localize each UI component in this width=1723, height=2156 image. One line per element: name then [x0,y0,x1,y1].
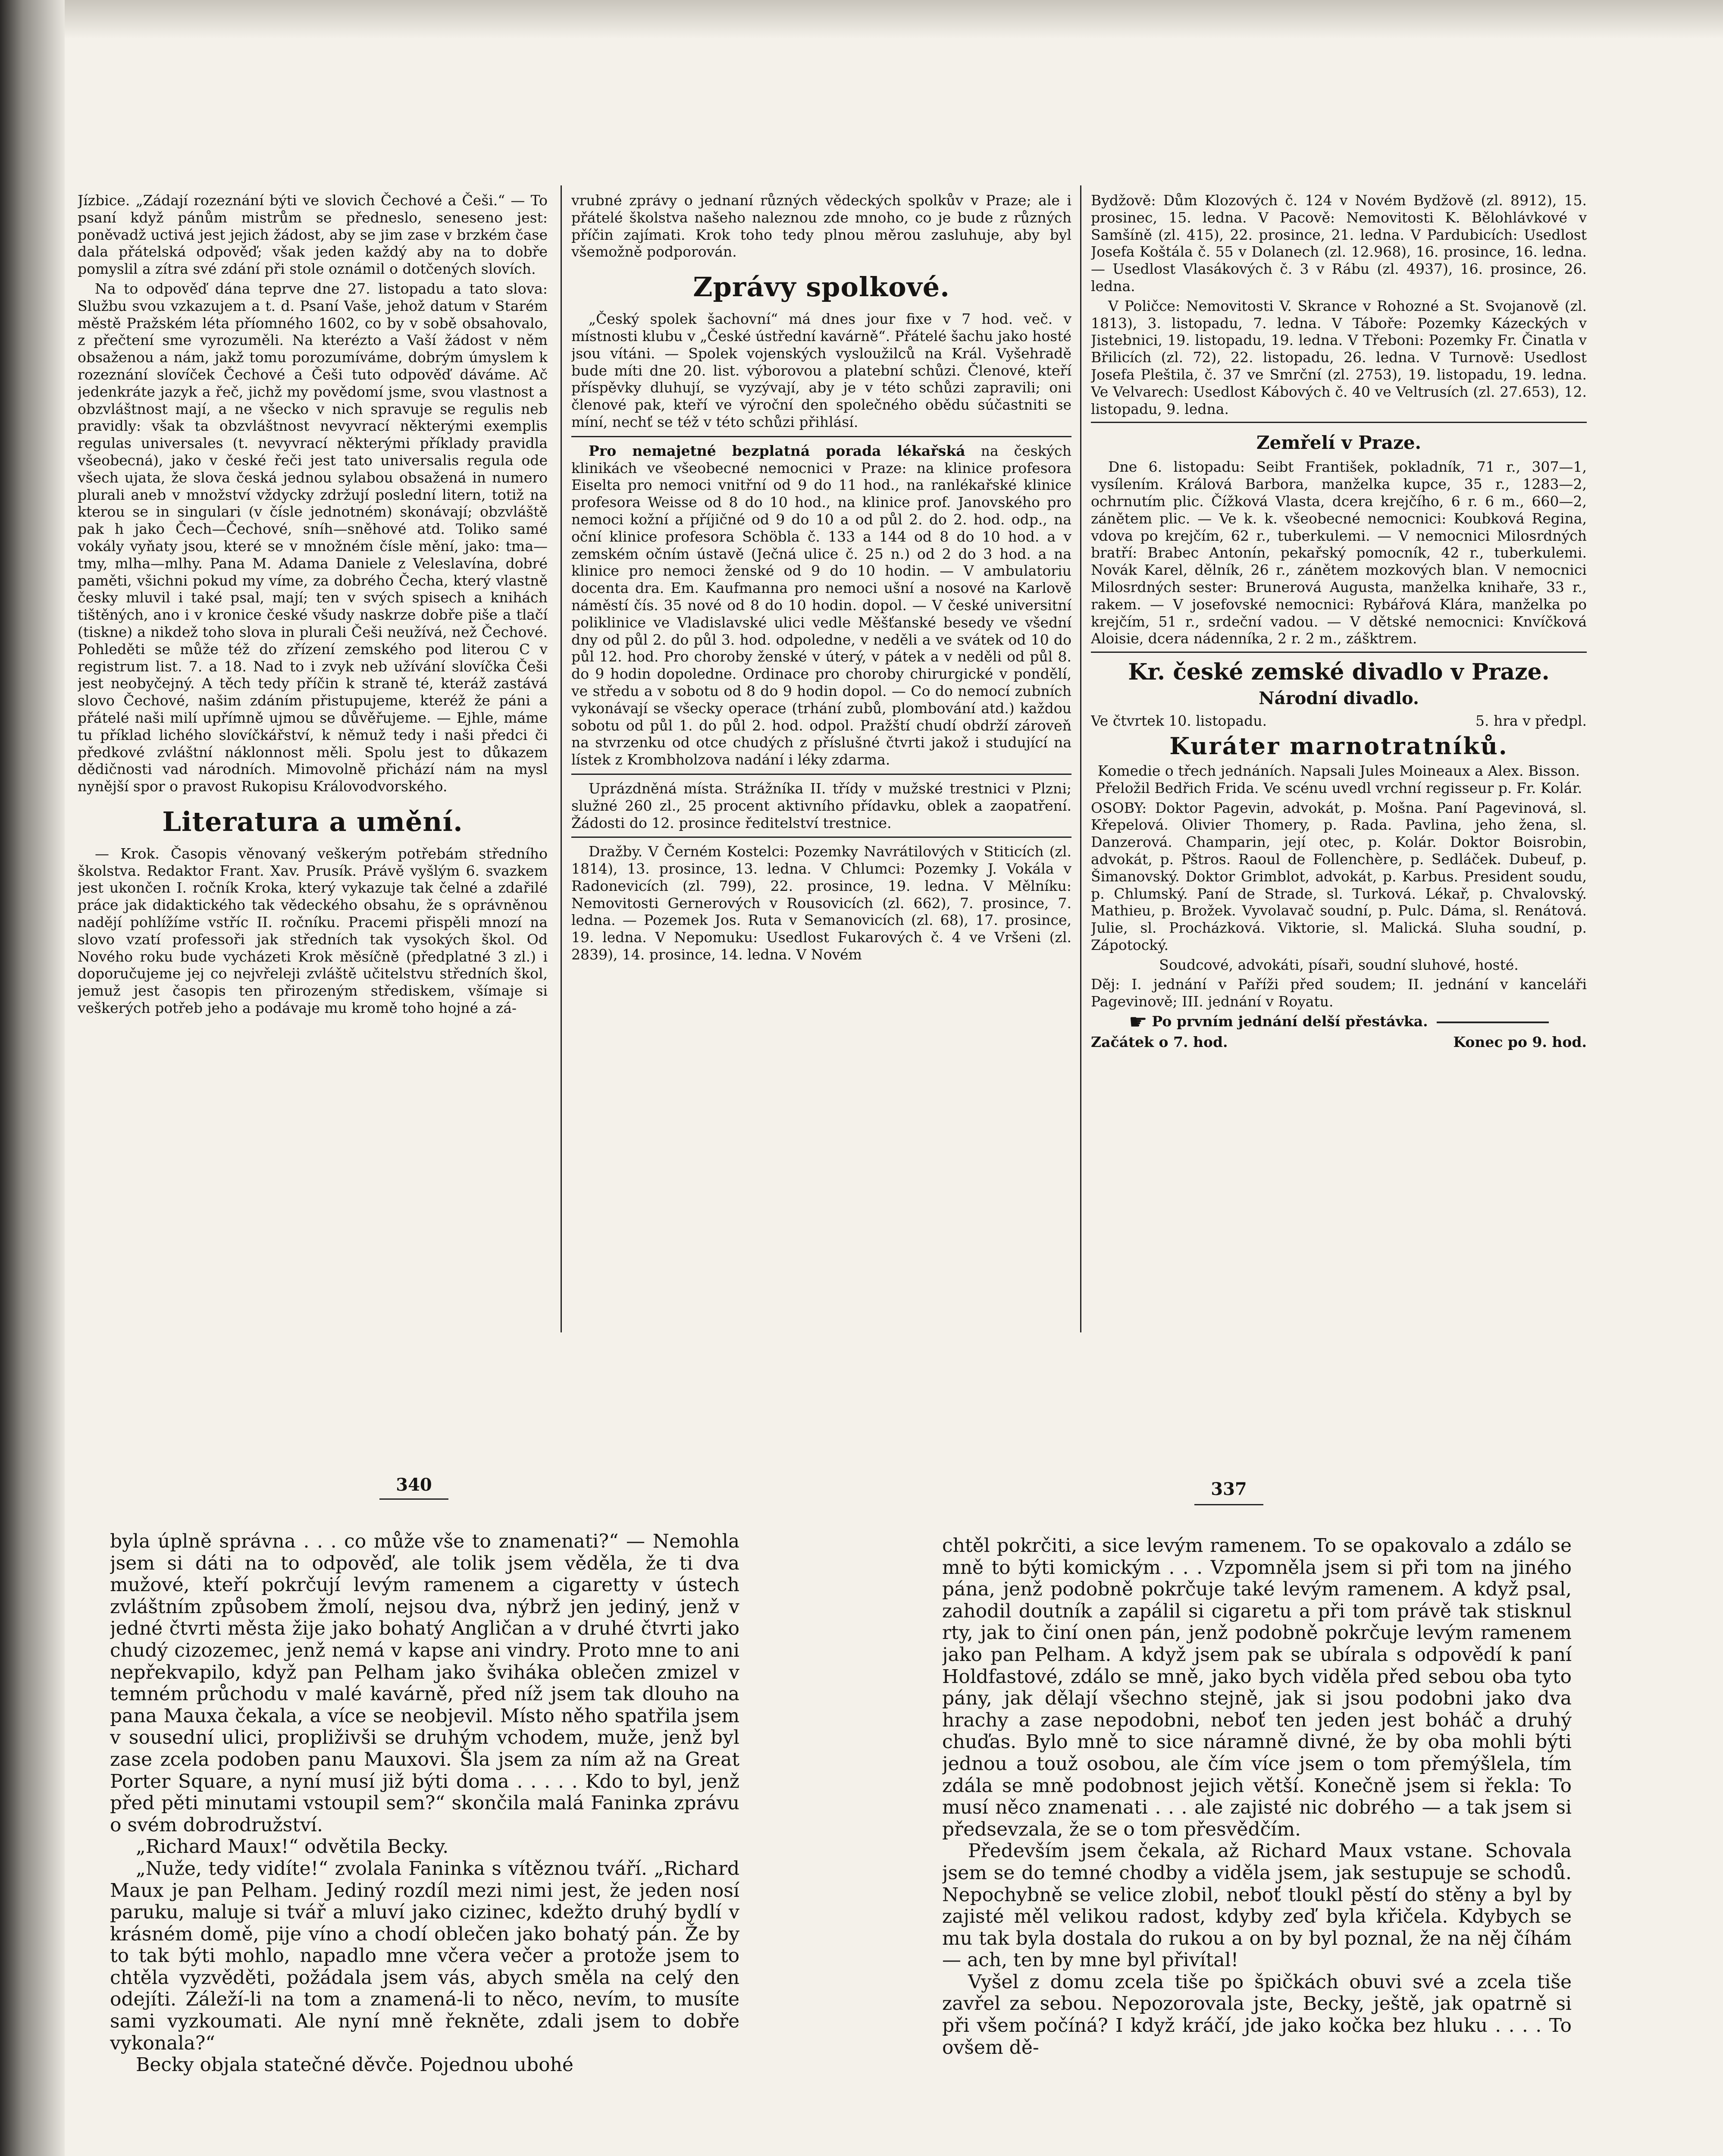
notice-lead: Pro nemajetné bezplatná porada lékařská [589,442,965,459]
article-paragraph: V Poličce: Nemovitosti V. Skrance v Rohozné a St. Svojanově (zl. 1813), 3. listopadu, 7. ledna. V Táboře: Pozemky Kázeckých v Jistebnici, 19. listopadu, 19. ledna. V Třeboni: Pozemky Fr. Činatla v Břilicích (zl. 72), 22. listopadu, 26. ledna. V Turnově: Usedlost Josefa Pleštila, č. 37 ve Smrční (zl. 2753), 19. listopadu, 19. ledna. Ve Velvarech: Usedlost Kábových č. 40 ve Veltrusích (zl. 27.653), 12. listopadu, 9. ledna. [1091,297,1587,417]
page-top-shadow [0,0,1723,39]
section-heading-club-news: Zprávy spolkové. [693,271,950,303]
article-paragraph: Bydžově: Dům Klozových č. 124 v Novém Bydžově (zl. 8912), 15. prosinec, 15. ledna. V Pacově: Nemovitosti K. Bělohlávkové v Samšíně (zl. 415), 22. prosince, 21. ledna. V Pardubicích: Usedlost Josefa Koštála č. 55 v Dolanech (zl. 12.968), 16. prosince, 16. ledna. — Usedlost Vlasákových č. 3 v Rábu (zl. 4937), 16. prosince, 26. ledna. [1091,192,1587,295]
section-heading-deaths: Zemřelí v Praze. [1256,432,1422,454]
novel-paragraph: Především jsem čekala, až Richard Maux vstane. Schovala jsem se do temné chodby a viděla jsem, jak sestupuje se schodů. Nepochybně se velice zlobil, neboť tloukl pěstí do stěny a byl by zajisté měl velikou radost, kdyby zeď byla křičela. Kdybych se mu tak byla dostala do rukou a on by byl poznal, že na něj číhám — ach, ten by mne byl přivítal! [942,1840,1572,1971]
section-rule [1091,652,1587,653]
column-divider [1080,185,1081,1332]
article-paragraph: Dražby. V Černém Kostelci: Pozemky Navrátilových v Stiticích (zl. 1814), 13. prosince, 13. ledna. V Chlumci: Pozemky J. Vokála v Radonevicích (zl. 799), 22. prosince, 19. ledna. V Mělníku: Nemovitosti Gernerových v Rousovicích (zl. 662), 7. prosince, 7. ledna. — Pozemek Jos. Ruta v Semanovicích (zl. 68), 17. prosince, 19. ledna. V Nepomuku: Usedlost Fukarových č. 4 ve Vršeni (zl. 2839), 14. prosince, 14. ledna. V Novém [571,843,1071,963]
column-right [1091,192,1587,1335]
column-divider [561,185,562,1332]
article-paragraph: Dne 6. listopadu: Seibt František, pokladník, 71 r., 307—1, vysílením. Králová Barbora, manželka kupce, 35 r., 1283—2, ochrnutím plic. Čížková Vlasta, dcera krejčího, 6 r. 6 m., 660—2, zánětem plic. — Ve k. k. všeobecné nemocnici: Koubková Regina, vdova po krejčím, 62 r., tuberkulemi. — V nemocnici Milosrdných bratří: Brabec Antonín, pekařský pomocník, 42 r., tuberkulemi. Novák Karel, dělník, 26 r., zánětem mozkových blan. V nemocnici Milosrdných sester: Brunerová Augusta, manželka knihaře, 33 r., rakem. — V josefovské nemocnici: Rybářová Klára, manželka po krejčím, 51 r., srdeční vadou. — V dětské nemocnici: Knvíčková Aloisie, dcera nádenníka, 2 r. 2 m., zášktrem. [1091,458,1587,647]
start-time: Začátek o 7. hod. [1091,1033,1228,1050]
page-number-left: 340 [396,1475,432,1495]
section-heading-literature: Literatura a umění. [162,805,463,837]
article-paragraph: Jízbice. „Zádají rozeznání býti ve slovich Čechové a Češi.“ — To psaní když pánům mistrům se předneslo, seneseno jest: poněvadž uctivá jest jejich žádost, aby se jim zase v brzkém čase dala přátelská odpověď; však jeden každý aby na to dobře pomyslil a zítra své zdání při stole oznámil o dotčených slovích. [78,192,548,278]
times-row [1091,1034,1587,1051]
section-rule [571,436,1071,437]
column-middle [571,192,1071,1335]
article-paragraph: Na to odpověď dána teprve dne 27. listopadu a tato slova: Službu svou vzkazujem a t. d. Psaní Vaše, jehož datum v Starém městě Pražském léta příomného 1602, co by v sobě obsahovalo, z přečtení sme vyrozuměli. Na kterézto a Vaší žádost v něm obsaženou a nám, jakž tomu porozumíváme, dobrým úmyslem k rozeznání slovíček Čechové a Češi tuto odpověď dáváme. Ač jedenkráte jazyk a řeč, jichž my povědomí jsme, svou vlastnost a obzvláštnost mají, a ne všecko v nich spravuje se regulis neb pravidly: však ta obzvláštnost nevyvrací některými exemplis regulas universales (t. nevyvrací některými příklady pravidla všeobecná), jako v české řeči jest tato universalis regula ode všech ujata, že slova česká jednou sylabou obsažená in numero plurali aneb v množství vždycky zdržují poslední litern, totiž na kterou se in singulari (v čísle jednotném) skonávají; obzvláště pak h jako Čech—Čechové, sníh—sněhové atd. Toliko samé vokály vyňaty jsou, které se v množném čísle mění, jako: tma—tmy, mlha—mlhy. Pana M. Adama Daniele z Veleslavína, dobré paměti, všichni pokud my víme, za dobrého Čecha, který vlastně česky mluvil i také psal, mají; ten v svých spisech a knihách tištěných, ano i v kronice české všudy naskrze dobře piše a tlačí (tiskne) a nikdež toho slova in plurali Češi neužívá, než Čechové. Pohleděti se může též do zřízení zemského pod literou C v registrum list. 7. a 18. Nad to i zvyk neb užívání slovíčka Češi jest neobyčejný. A těch tedy příčin k straně té, kteráž zastává slovo Čechové, našim zdáním přistupujeme, kteréž že páni a přátelé naši milí upřímně ujmou se důvěřujeme. — Ejhle, máme tu příklad lichého slovíčkářství, k němuž tedy i naši předci či předkové zvláštní náklonnost měli. Spolu jest to důkazem dědičnosti vad národních. Mimovolně přichází nám na mysl nynější spor o pravost Rukopisu Královodvorského. [78,280,548,795]
page-number-rule [1194,1504,1263,1505]
column-left [78,192,548,1335]
novel-paragraph: „Richard Maux!“ odvětila Becky. [136,1836,449,1858]
notice-body: na českých klinikách ve všeobecné nemocnici v Praze: na klinice profesora Eiselta pro nemoci vnitřní od 9 do 11 hod., na ranlékařské klinice profesora Weisse od 8 do 10 hod., na klinice prof. Janovského pro nemoci kožní a příjičné od 9 do 10 a od půl 2. do 2. hod. odp., na oční klinice profesora Schöbla č. 133 a 144 od 8 do 10 hod. a v zemském očním ústavě (Ječná ulice č. 25 n.) od 2 do 3 hod. a na klinice pro nemoci ženské od 9 do 10 hodin. — V ambulatoriu docenta dra. Em. Kaufmanna pro nemoci ušní a nosové na Karlově náměstí čís. 35 nové od 8 do 10 hodin. dopol. — V české universitní poliklinice ve Vladislavské ulici vedle Měšťanské besedy ve všední dny od půl 2. do půl 3. hod. odpoledne, v neděli a ve svátek od 10 do půl 12. hod. Pro choroby ženské v úterý, v pátek a v neděli od půl 8. do 9 hodin dopoledne. Ordinace pro choroby chirurgické v pondělí, ve středu a v sobotu od 8 do 9 hodin dopol. — Co do nemocí zubních vykonávají se všecky operace (trhání zubů, plombování atd.) každou sobotu od půl 1. do půl 2. hod. odpol. Pražští chudí obdrží zároveň na stvrzenku od otce chudých z příslušné čtvrti jakož i studující na lístek z Krombholzova nadání i léky zdarma. [571,442,1071,768]
page-number-rule [379,1498,448,1500]
article-paragraph: — Krok. Časopis věnovaný veškerým potřebám středního školstva. Redaktor Frant. Xav. Prusík. Právě vyšlým 6. svazkem jest ukončen I. ročník Kroka, který vykazuje tak čelné a zdařilé práce jak didaktického tak vědeckého obsahu, že s oprávněnou nadějí pohlížíme vstříc II. ročníku. Pracemi přispěli mnozí na slovo vzatí professoři jak středních tak vysokých škol. Od Nového roku bude vycházeti Krok měsíčně (předplatné 3 zl.) i doporučujeme jej co nejvřeleji zvláště učitelstvu středních škol, jemuž jest časopis ten přirozeným střediskem, všímaje si veškerých potřeb jeho a podávaje mu kromě toho hojné a zá- [78,845,548,1017]
novel-paragraph: „Nuže, tedy vidíte!“ zvolala Faninka s vítěznou tváří. „Richard Maux je pan Pelham. Jediný rozdíl mezi nimi jest, že jeden nosí paruku, maluje si tvář a mluví jako cizinec, kdežto druhý bydlí v krásném domě, pije víno a chodí oblečen jako bohatý pán. Že by to tak býti mohlo, napadlo mne včera večer a protože jsem to chtěla vyzvěděti, požádala jsem vás, abych směla na celý den odejíti. Záleží-li na tom a znamená-li to něco, nevím, to musíte sami vyzkoumati. Ale nyní mně řekněte, zdali jsem to dobře vykonala?“ [110,1857,739,2054]
article-paragraph: „Český spolek šachovní“ má dnes jour fixe v 7 hod. več. v místnosti klubu v „České ústřední kavárně“. Přátelé šachu jako hosté jsou vítáni. — Spolek vojenských vysloužilců na Král. Vyšehradě bude míti dne 20. list. výborovou a platební schůzi. Členové, kteří příspěvky dluhují, se vyzývají, aby je v této schůzi zapravili; oni členové pak, kteří ve výroční den společného obědu súčastniti se míní, nechť se též v této schůzi přihlásí. [571,310,1071,430]
play-title: Kuráter marnotratníků. [1169,732,1508,760]
page-number-right: 337 [1211,1479,1247,1499]
novel-page-right [942,1535,1572,2156]
article-paragraph: vrubné zprávy o jednaní různých vědeckých spolkův v Praze; ale i přátelé školstva našeho naleznou zde mnoho, co je bude z různých příčin zajímati. Krok toho tedy plnou měrou zasluhuje, aby byl všemožně podporován. [571,192,1071,260]
intermission-line [1091,1010,1587,1034]
section-rule [1091,422,1587,423]
novel-paragraph: Becky objala statečné děvče. Pojednou ubohé [136,2054,573,2076]
novel-paragraph: chtěl pokrčiti, a sice levým ramenem. To se opakovalo a zdálo se mně to býti komickým . . . Vzpomněla jsem si při tom na jiného pána, jenž podobně pokrčuje také levým ramenem. A když psal, zahodil doutník a zapálil si cigaretu a při tom právě tak stisknul rty, jak to činí onen pán, jenž podobně pokrčuje levým ramenem jako pan Pelham. A když jsem pak se ubírala s odpovědí k paní Holdfastové, zdálo se mně, jako bych viděla před sebou oba tyto pány, jak dělají všechno stejně, jak si jsou podobni jako dva hrachy a zase nepodobni, neboť ten jeden jest boháč a druhý chuďas. Bylo mně to sice náramně divné, že by oba mohli býti jednou a touž osobou, ale čím více jsem o tom přemýšlela, tím zdála se mně podobnost jejich větší. Konečně jsem si řekla: To musí něco znamenati . . . ale zajisté nic dobrého — a tak jsem si předsevzala, že se o tom přesvědčím. [942,1535,1572,1840]
decorative-rule [1437,1022,1549,1023]
extras-line: Soudcové, advokáti, písaři, soudní sluhové, hosté. [1159,956,1519,973]
scene-line: Děj: I. jednání v Paříži před soudem; II. jednání v kanceláři Pagevinově; III. jednání v Royatu. [1091,976,1587,1010]
pointing-hand-icon: ☛ [1128,1010,1147,1034]
play-description: Komedie o třech jednáních. Napsali Jules Moineaux a Alex. Bisson. Přeložil Bedřich Frida. Ve scénu uvedl vrchní regisseur p. Fr. Kolár. [1095,762,1582,796]
cast-list: OSOBY: Doktor Pagevin, advokát, p. Mošna. Paní Pagevinová, sl. Křepelová. Olivier Thomery, p. Rada. Pavlina, jeho žena, sl. Danzerová. Champarin, její otec, p. Kolár. Doktor Boisrobin, advokát, p. Pštros. Raoul de Follenchère, p. Sedláček. Dubeuf, p. Šimanovský. Doktor Grimblot, advokát, p. Karbus. President soudu, p. Chlumský. Paní de Strade, sl. Turková. Lékař, p. Chvalovský. Mathieu, p. Brožek. Vyvolavač soudní, p. Pulc. Dáma, sl. Renátová. Julie, sl. Procházková. Viktorie, sl. Malická. Sluha soudní, p. Zápotocký. [1091,799,1587,953]
novel-page-left [110,1531,739,2156]
end-time: Konec po 9. hod. [1453,1033,1587,1050]
performance-date: Ve čtvrtek 10. listopadu. [1091,712,1267,730]
section-rule [571,837,1071,838]
subscription-note: 5. hra v předpl. [1475,712,1587,730]
novel-paragraph: byla úplně správna . . . co může vše to znamenati?“ — Nemohla jsem si dáti na to odpověď, ale tolik jsem věděla, že ti dva mužové, kteří pokrčují levým ramenem a cigaretty v ústech zvláštním způsobem žmolí, nejsou dva, nýbrž jen jediný, jenž v jedné čtvrti města žije jako bohatý Angličan a v druhé čtvrti jako chudý cizozemec, jenž nemá v kapse ani vindry. Proto mne to ani nepřekvapilo, když pan Pelham jako šviháka oblečen zmizel v temném průchodu v malé kavárně, před níž jsem tak dlouho na pana Mauxa čekala, a více se neobjevil. Místo něho spatřila jsem v sousední ulici, propliživši se druhým vchodem, muže, jenž byl zase zcela podoben panu Mauxovi. Šla jsem za ním až na Great Porter Square, a nyní musí již býti doma . . . . . Kdo to byl, jenž před pěti minutami vstoupil sem?“ skončila malá Faninka zprávu o svém dobrodružství. [110,1531,739,1836]
theatre-subtitle: Národní divadlo. [1259,688,1419,709]
intermission-text: Po prvním jednání delší přestávka. [1152,1013,1428,1030]
section-rule [571,774,1071,775]
article-paragraph: Uprázdněná místa. Strážníka II. třídy v mužské trestnici v Plzni; služné 260 zl., 25 procent aktivního přídavku, oblek a zaopatření. Žádosti do 12. prosince ředitelství trestnice. [571,780,1071,831]
page-left-edge [0,0,65,2156]
theatre-title: Kr. české zemské divadlo v Praze. [1128,659,1550,686]
performance-date-row [1091,712,1587,730]
novel-paragraph: Vyšel z domu zcela tiše po špičkách obuvi své a zcela tiše zavřel za sebou. Nepozorovala jste, Becky, ještě, jak opatrně si při všem počíná? I když kráčí, jde jako kočka bez hluku . . . . To ovšem dě- [942,1971,1572,2059]
